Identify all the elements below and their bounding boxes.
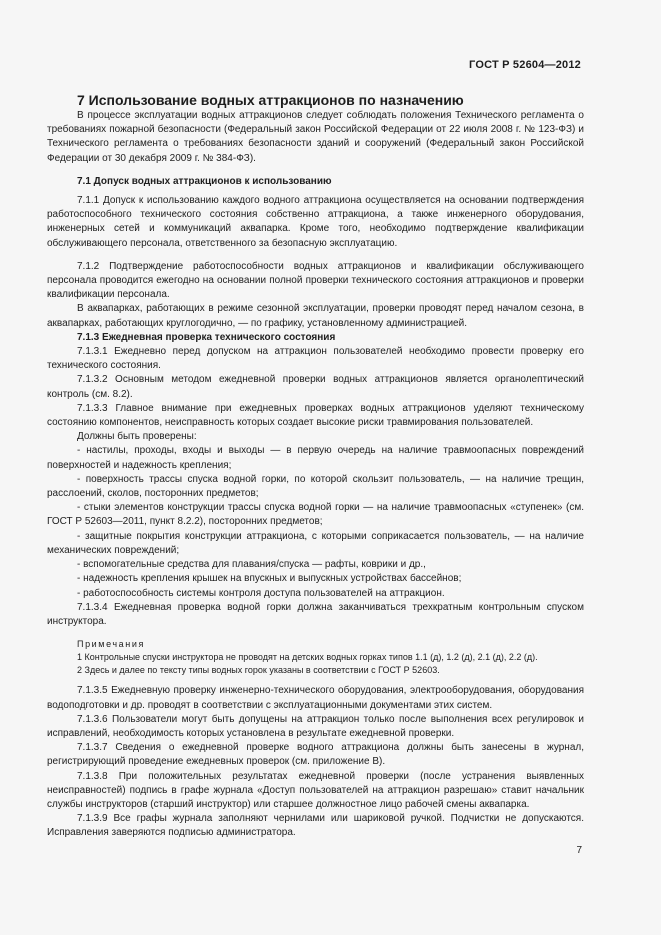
list-item: - настилы, проходы, входы и выходы — в первую очередь на наличие травмоопасных повреждений поверхностей и надежность крепления; — [47, 445, 584, 471]
notes-title: Примечания — [77, 639, 145, 650]
paragraph-7-1-3-1: 7.1.3.1 Ежедневно перед допуском на аттракцион пользователей необходимо провести проверку его технического состояния. — [47, 346, 584, 372]
list-item: - стыки элементов конструкции трассы спуска водной горки — на наличие травмоопасных «ступенек» (см. ГОСТ Р 52603—2011, пункт 8.2.2), посторонних предметов; — [47, 502, 584, 528]
page-content — [47, 92, 584, 841]
document-code: ГОСТ Р 52604—2012 — [469, 59, 581, 71]
note-item: 2 Здесь и далее по тексту типы водных горок указаны в соответствии с ГОСТ Р 52603. — [77, 664, 440, 675]
note-item: 1 Контрольные спуски инструктора не проводят на детских водных горках типов 1.1 (д), 1.2 (д), 2.1 (д), 2.2 (д). — [77, 652, 538, 663]
paragraph-7-1-3-5: 7.1.3.5 Ежедневную проверку инженерно-технического оборудования, электрооборудования, оборудования водоподготовки и др. проводят в соответствии с эксплуатационными документами этих систем. — [47, 685, 584, 711]
must-check-label: Должны быть проверены: — [77, 431, 197, 443]
paragraph-7-1-2: 7.1.2 Подтверждение работоспособности водных аттракционов и квалификации обслуживающего персонала проводится ежегодно на основании полной проверки технического состояния аттракционов и проверки квалификации персонала. — [47, 260, 584, 301]
paragraph-7-1-3-7: 7.1.3.7 Сведения о ежедневной проверке водного аттракциона должны быть занесены в журнал, регистрирующий проведение ежедневных проверок (см. приложение В). — [47, 742, 584, 768]
list-item: - защитные покрытия конструкции аттракциона, с которыми соприкасается пользователь, — на наличие механических повреждений; — [47, 530, 584, 556]
list-item: - вспомогательные средства для плавания/спуска — рафты, коврики и др., — [77, 559, 426, 571]
paragraph-7-1-3-6: 7.1.3.6 Пользователи могут быть допущены на аттракцион только после выполнения всех регулировок и исправлений, необходимость которых установлена в результате ежедневной проверки. — [47, 713, 584, 739]
list-item: - поверхность трассы спуска водной горки, по которой скользит пользователь, — на наличие трещин, расслоений, сколов, посторонних предметов; — [47, 473, 584, 500]
page-number: 7 — [576, 845, 582, 856]
paragraph-7-1-2-seasonal: В аквапарках, работающих в режиме сезонной эксплуатации, проверки проводят перед началом сезона, в аквапарках, работающих круглогодично, — по графику, установленному администрацией. — [47, 303, 584, 329]
list-item: - работоспособность системы контроля доступа пользователей на аттракцион. — [77, 587, 445, 599]
subsection-title: 7.1 Допуск водных аттракционов к использованию — [77, 175, 332, 187]
paragraph-7-1-3-9: 7.1.3.9 Все графы журнала заполняют чернилами или шариковой ручкой. Подчистки не допускаются. Исправления заверяются подписью администратора. — [47, 813, 584, 839]
subsection-7-1-3-title: 7.1.3 Ежедневная проверка технического состояния — [77, 331, 336, 343]
paragraph-7-1-3-8: 7.1.3.8 При положительных результатах ежедневной проверки (после устранения выявленных неисправностей) подпись в графе журнала «Доступ пользователей на аттракцион разрешаю» ставит начальник службы инструкторов (старший инструктор) или старшее должностное лицо рабочей смены аквапарка. — [47, 770, 584, 810]
list-item: - надежность крепления крышек на впускных и выпускных устройствах бассейнов; — [77, 573, 462, 585]
paragraph-7-1-3-3: 7.1.3.3 Главное внимание при ежедневных проверках водных аттракционов уделяют техническому состоянию компонентов, неисправность которых создает высокие риски травмирования пользователей. — [47, 402, 584, 429]
paragraph-7-1-1: 7.1.1 Допуск к использованию каждого водного аттракциона осуществляется на основании подтверждения работоспособного технического состояния собственно аттракциона, а также инженерного оборудования, инженерных сетей и коммуникаций аквапарка. Кроме того, необходимо подтверждение квалификации обслуживающего персонала, ответственного за безопасную эксплуатацию. — [47, 195, 584, 249]
paragraph-7-1-3-4: 7.1.3.4 Ежедневная проверка водной горки должна заканчиваться трехкратным контрольным спуском инструктора. — [47, 601, 584, 627]
section-title: 7 Использование водных аттракционов по назначению — [77, 92, 464, 108]
paragraph-7-1-3-2: 7.1.3.2 Основным методом ежедневной проверки водных аттракционов является органолептический контроль (см. 8.2). — [47, 374, 584, 400]
section-intro: В процессе эксплуатации водных аттракционов следует соблюдать положения Технического регламента о требованиях пожарной безопасности (Федеральный закон Российской Федерации от 22 июля 2008 г. № 123-ФЗ) и Технического регламента о требованиях безопасности зданий и сооружений (Федеральный закон Российской Федерации от 30 декабря 2009 г. № 384-ФЗ). — [47, 110, 584, 164]
